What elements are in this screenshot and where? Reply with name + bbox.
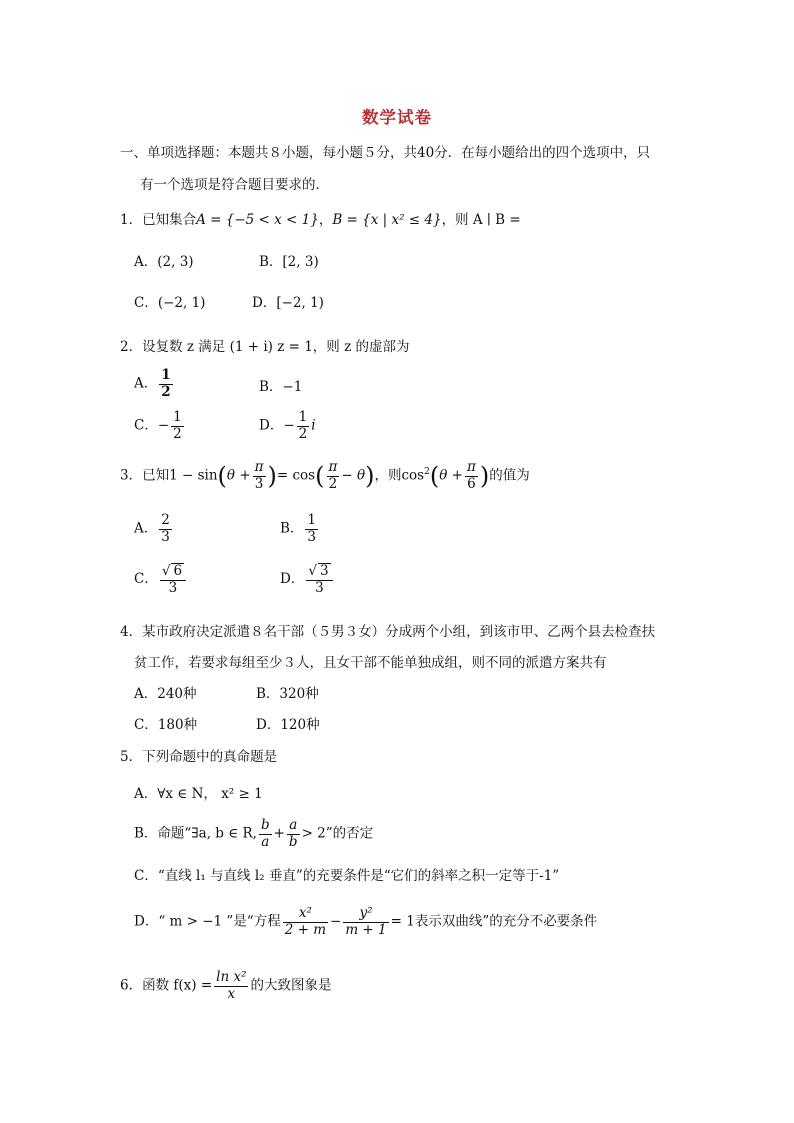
q3-option-a: A． $\frac{2}{3}$ (134, 512, 170, 545)
page-title: 数学试卷 (362, 108, 432, 127)
question-6-stem: 6．函数 f(x) = $\frac{\text{ln x²}}{x}$ 的大致图象是 (120, 969, 332, 1002)
q5-option-b: B．命题“∃a, b ∈ R, $\frac{b}{a}$ + $\frac{a}{b}$ > 2”的否定 (134, 817, 374, 850)
q2-option-d: D．− $\frac{1}{2}$ i (259, 409, 316, 442)
question-5-stem: 5．下列命题中的真命题是 (120, 749, 278, 765)
section-heading-line1: 一、单项选择题：本题共８小题，每小题５分，共40分．在每小题给出的四个选项中，只 (120, 145, 651, 161)
q1-option-b: B．[2, 3) (259, 254, 319, 270)
q1-suffix: ，则 A ∣ B = (441, 212, 521, 228)
section-heading-line2: 有一个选项是符合题目要求的． (140, 177, 329, 193)
question-4-line2: 贫工作，若要求每组至少３人，且女干部不能单独成组，则不同的派遣方案共有 (134, 655, 607, 671)
q5-option-a: A．∀x ∈ N， x² ≥ 1 (134, 786, 263, 802)
q3-option-b: B． $\frac{1}{3}$ (280, 512, 317, 545)
q4-option-a: A．240种 (134, 686, 197, 702)
q1-option-c: C．(−2, 1) (134, 295, 206, 311)
question-4-line1: 4．某市政府决定派遣８名干部（５男３女）分成两个小组，到该市甲、乙两个县去检查扶 (120, 624, 656, 640)
q1-option-a: A．(2, 3) (134, 254, 194, 270)
question-3-stem: 3．已知1 − sin(θ + $\frac{\pi}{3}$ )= cos( $\frac{\pi}{2}$ − θ)，则$\cos^2(\theta$ + $\frac{\pi}{6}$ )的值为 (120, 459, 530, 492)
q2-option-b: B．−1 (259, 379, 303, 395)
q4-option-b: B．320种 (256, 686, 319, 702)
q4-option-d: D．120种 (256, 717, 320, 733)
question-2-stem: 2．设复数 z 满足 (1 + i) z = 1，则 z 的虚部为 (120, 339, 410, 355)
q3-option-c: C． $\frac{√ 6}{3}$ (134, 563, 188, 596)
q2-option-c: C．− $\frac{1}{2}$ (134, 409, 182, 442)
q3-option-d: D． $\frac{√ 3}{3}$ (280, 563, 335, 596)
q5-option-d: D．“ m > −1 ”是“方程 $\frac{\text{x²}}{2 + m}$ − $\frac{\text{y²}}{m + 1}$ = 1表示双曲线”的充分不必要条件 (134, 905, 598, 938)
question-1-stem (120, 212, 521, 228)
q1-option-d: D．[−2, 1) (252, 295, 324, 311)
q2-option-a: A． $\frac{1}{2}$ (134, 367, 171, 400)
q4-option-c: C．180种 (134, 717, 198, 733)
q1-set-a: A = {−5 < x < 1} (196, 212, 319, 228)
q1-sep: ， (318, 212, 333, 228)
q1-prefix: 1．已知集合 (120, 212, 197, 228)
q5-option-c: C．“直线 l₁ 与直线 l₂ 垂直”的充要条件是“它们的斜率之积一定等于-1” (134, 868, 560, 884)
q1-set-b: B = {x | x² ≤ 4} (332, 212, 442, 228)
